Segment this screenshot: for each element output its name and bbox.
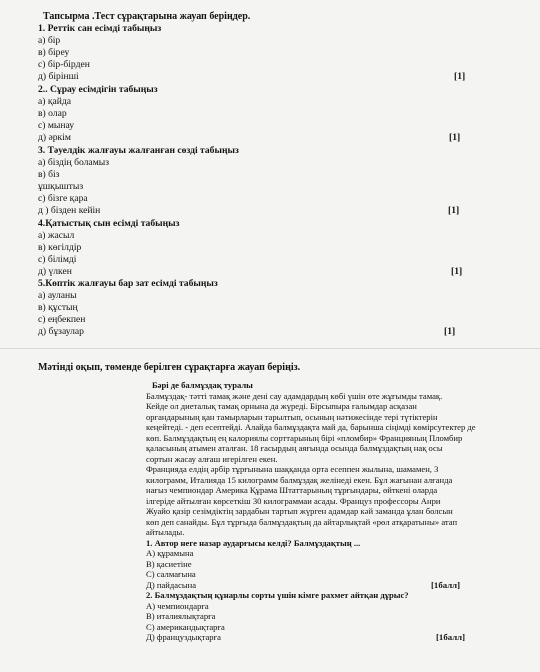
reading-line-3: органдарының қан тамырларын тарылтып, осының нәтижесінде тері түтіктерін bbox=[146, 412, 438, 422]
q3-option-b-cont: ұшқыштыз bbox=[38, 181, 84, 192]
rq2-option-d: Д) француздықтарға bbox=[146, 632, 221, 642]
q4-option-d: д) үлкен bbox=[38, 266, 72, 277]
q1-option-d: д) бірінші bbox=[38, 71, 79, 82]
reading-line-14: айтылады. bbox=[146, 527, 185, 537]
reading-line-12: Жуайо қазір сезімдіктің зардабын тартып жүрген адамдар кәй заманда ұлан болсын bbox=[146, 506, 453, 516]
rq1-option-a: А) құрамына bbox=[146, 548, 194, 558]
q1-option-b: в) біреу bbox=[38, 47, 70, 58]
q4-option-c: с) білімді bbox=[38, 254, 77, 265]
q5-option-c: с) еңбекпен bbox=[38, 314, 86, 325]
reading-line-8: Францияда елдің әрбір тұрғынына шаққанда орта есеппен жылына, шамамен, 3 bbox=[146, 464, 439, 474]
rq2-option-b: В) италиялықтарға bbox=[146, 611, 216, 621]
q5-option-d: д) бұзаулар bbox=[38, 326, 84, 337]
reading-line-11: ілгеріде айтылған көрсеткіш 30 килограммаи асады. Француз профессоры Анри bbox=[146, 496, 441, 506]
reading-line-1: Балмұздақ- тәтті тамақ және дені сау адамдардың көбі үшін өте жұғымды тамақ. bbox=[146, 391, 443, 401]
reading-instruction: Мәтінді оқып, төменде берілген сұрақтарға жауап беріңіз. bbox=[38, 362, 301, 373]
rq1-score: [1балл] bbox=[431, 580, 461, 590]
rq1-option-c: С) салмағына bbox=[146, 569, 196, 579]
reading-title: Бәрі де балмұздақ туралы bbox=[152, 380, 253, 390]
reading-line-7: сортын жасау алғаш игерілген екен. bbox=[146, 454, 278, 464]
q2-option-a: а) қайда bbox=[38, 96, 72, 107]
q3-option-a: а) біздің боламыз bbox=[38, 157, 109, 168]
reading-line-13: көп деп санайды. Бұл тұрғыда балмұздақтың да айтарлықтай «рөл атқаратыны» атап bbox=[146, 517, 458, 527]
q5-option-a: а) ауланы bbox=[38, 290, 77, 301]
question-5: 5.Көптік жалғауы бар зат есімді табыңыз bbox=[38, 278, 218, 289]
q5-score: [1] bbox=[444, 326, 456, 337]
q1-option-c: с) бір-бірден bbox=[38, 59, 90, 70]
q3-option-b: в) біз bbox=[38, 169, 60, 180]
q2-option-c: с) мынау bbox=[38, 120, 75, 131]
question-4: 4.Қатыстық сын есімді табыңыз bbox=[38, 218, 180, 229]
q2-score: [1] bbox=[449, 132, 461, 143]
reading-line-2: Кейде ол диеталық тамақ орнына да жүреді. Бірсыпыра ғалымдар асқазан bbox=[146, 401, 417, 411]
reading-line-9: килограмм, Италияда 15 килограмм балмұздақ желінеді екен. Бұл жағынан алғанда bbox=[146, 475, 453, 485]
reading-question-2: 2. Балмұздақтың құнарлы сорты үшін кімге рахмет айтқан дұрыс? bbox=[146, 590, 409, 600]
rq1-option-b: В) қасиетіне bbox=[146, 559, 192, 569]
rq2-score: [1балл] bbox=[436, 632, 466, 642]
question-3: 3. Тәуелдік жалғауы жалғанған сөзді табыңыз bbox=[38, 145, 239, 156]
q5-option-b: в) құстың bbox=[38, 302, 78, 313]
q3-score: [1] bbox=[448, 205, 460, 216]
q4-option-b: в) көгілдір bbox=[38, 242, 82, 253]
q2-option-d: д) әркім bbox=[38, 132, 71, 143]
q2-option-b: в) олар bbox=[38, 108, 67, 119]
reading-line-6: қаласының атымен аталған. 18 ғасырдың аяғында осында балмұздақтың нақ осы bbox=[146, 443, 443, 453]
reading-line-5: көп. Балмұздақтың ең калориялы сорттарының бірі «пломбир» Францияның Пломбир bbox=[146, 433, 463, 443]
page-fold-line bbox=[0, 348, 540, 349]
rq2-option-c: С) американдықтарға bbox=[146, 622, 225, 632]
q3-option-c: с) бізге қара bbox=[38, 193, 88, 204]
reading-line-4: кеңейтеді. - деп есептейді. Алайда балмұздақта май да, барынша сіңімді көмірсутектер де bbox=[146, 422, 476, 432]
rq2-option-a: А) чемпиондарға bbox=[146, 601, 209, 611]
question-2: 2.. Сұрау есімдігін табыңыз bbox=[38, 84, 158, 95]
q3-option-d: д ) бізден кейін bbox=[38, 205, 101, 216]
rq1-option-d: Д) пайдасына bbox=[146, 580, 197, 590]
q4-option-a: а) жасыл bbox=[38, 230, 75, 241]
question-1: 1. Реттік сан есімді табыңыз bbox=[38, 23, 162, 34]
task-title: Тапсырма .Тест сұрақтарына жауап беріңдер. bbox=[43, 11, 251, 22]
reading-line-10: нағыз чемпиондар Америка Құрама Штаттарының тұрғындары, өйткені оларда bbox=[146, 485, 438, 495]
reading-question-1: 1. Автор неге назар аударғысы келді? Балмұздақтың ... bbox=[146, 538, 361, 548]
q1-option-a: а) бір bbox=[38, 35, 61, 46]
q4-score: [1] bbox=[451, 266, 463, 277]
q1-score: [1] bbox=[454, 71, 466, 82]
